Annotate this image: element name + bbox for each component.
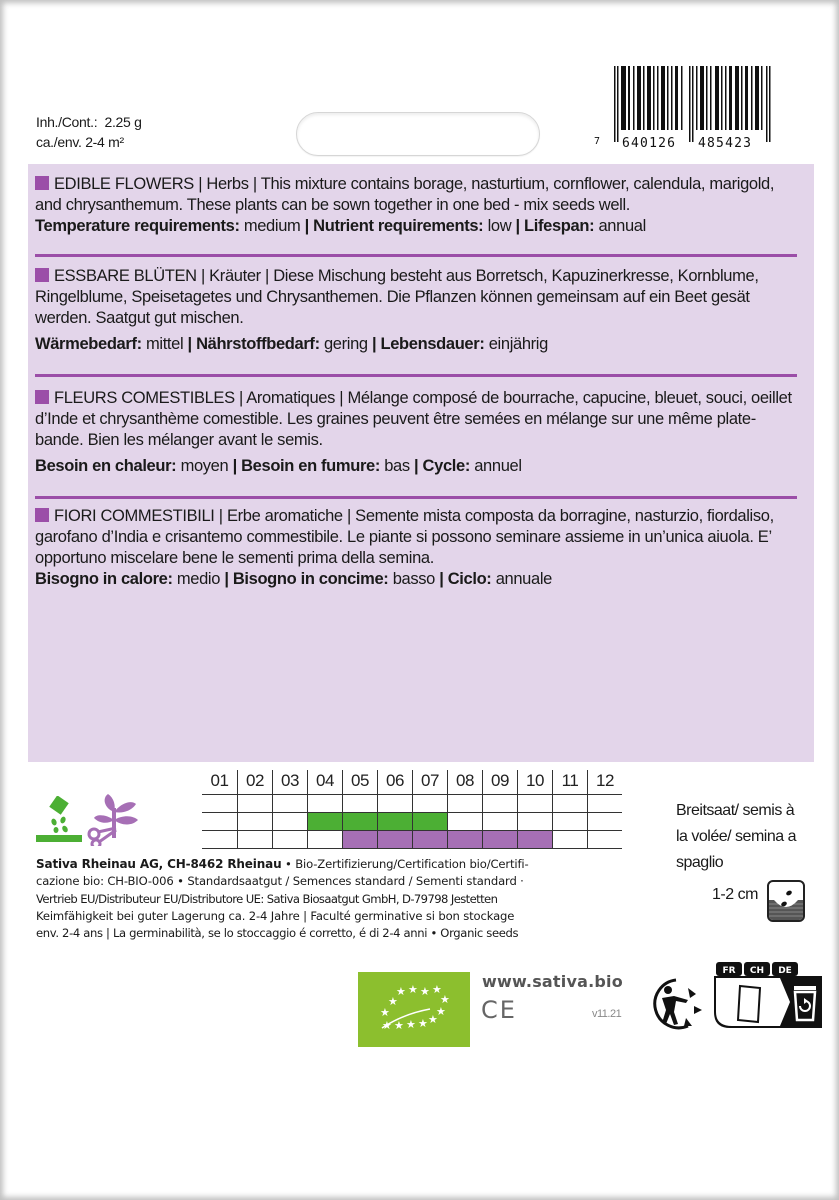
calendar-grid (202, 794, 622, 858)
triman-icon (648, 976, 704, 1032)
section-italian: FIORI COMMESTIBILI | Erbe aromatiche | Semente mista composta da borragine, nasturzio, fiordaliso, garofano d’India e crisantemo commestibile. Le piante si possono seminare assieme in un’unica aiuola. E’ opportuno miscelare bene le sementi prima della semina. Bisogno in calore: medio | Bisogno in concime: basso | Ciclo: annuale (35, 506, 797, 590)
calendar-row-harvest (202, 831, 622, 849)
section-german: ESSBARE BLÜTEN | Kräuter | Diese Mischung besteht aus Borretsch, Kapuzinerkresse, Kornblume, Ringelblume, Speisetagetes und Chrysanthemen. Die Pflanzen können gemeinsam auf ein Beet gesät werden. Saatgut gut mischen. Wärmebedarf: mittel | Nährstoffbedarf: gering | Lebensdauer: einjährig (35, 266, 797, 355)
barcode: 7 640126 485423 (608, 66, 778, 152)
svg-text:★: ★ (394, 1019, 404, 1032)
svg-text:★: ★ (436, 1005, 446, 1018)
svg-text:FR: FR (722, 966, 736, 976)
legal-info: Sativa Rheinau AG, CH-8462 Rheinau • Bio-Zertifizierung/Certification bio/Certifi- cazione bio: CH-BIO-006 • Standardsaatgut / Semences standard / Sementi standard · Vertrieb EU/Distributeur EU/Distributore UE: Sativa Biosaatgut GmbH, D-79798 Jestetten Keimfähigkeit bei guter Lagerung ca. 2-4 Jahre | Faculté germinative si bon stockage env. 2-4 ans | La germinabilità, se lo stoccaggio é corretto, é di 2-4 anni • Organic seeds (36, 857, 529, 941)
contents-area: ca./env. 2-4 m² (36, 134, 124, 150)
sowing-harvest-calendar (202, 770, 622, 858)
svg-text:CH: CH (749, 966, 765, 976)
svg-text:★: ★ (420, 985, 430, 998)
section-title: ESSBARE BLÜTEN (54, 267, 197, 285)
section-marker-icon (35, 390, 49, 404)
calendar-months: 01 02 03 04 05 06 07 08 09 10 11 12 (202, 770, 622, 794)
svg-text:★: ★ (440, 993, 450, 1006)
ce-mark-icon: CE (481, 996, 517, 1024)
svg-text:★: ★ (388, 995, 398, 1008)
section-title: FIORI COMMESTIBILI (54, 507, 215, 525)
website-link[interactable]: www.sativa.bio (482, 972, 623, 991)
svg-text:★: ★ (418, 1017, 428, 1030)
svg-text:★: ★ (406, 1018, 416, 1031)
section-specs: Bisogno in calore: medio | Bisogno in concime: basso | Ciclo: annuale (35, 570, 552, 588)
section-divider (35, 374, 797, 377)
section-title: EDIBLE FLOWERS (54, 175, 194, 193)
section-divider (35, 496, 797, 499)
section-specs: Besoin en chaleur: moyen | Besoin en fumure: bas | Cycle: annuel (35, 457, 522, 475)
svg-text:★: ★ (408, 983, 418, 996)
sowing-depth-icon (767, 880, 805, 922)
calendar-row-empty (202, 795, 622, 813)
sowing-depth: 1-2 cm (712, 886, 758, 903)
section-divider (35, 254, 797, 257)
hang-slot (296, 112, 540, 156)
sowing-icon (36, 796, 82, 842)
section-specs: Wärmebedarf: mittel | Nährstoffbedarf: gering | Lebensdauer: einjährig (35, 335, 548, 353)
section-marker-icon (35, 508, 49, 522)
svg-text:★: ★ (428, 1013, 438, 1026)
harvest-icon (86, 790, 142, 846)
svg-text:★: ★ (382, 1019, 392, 1032)
description-panel (28, 164, 814, 762)
svg-text:★: ★ (432, 983, 442, 996)
company-name: Sativa Rheinau AG, CH-8462 Rheinau (36, 857, 282, 871)
contents-weight: Inh./Cont.: 2.25 g (36, 114, 142, 130)
eu-organic-logo (358, 972, 470, 1047)
section-title: FLEURS COMESTIBLES (54, 389, 235, 407)
calendar-row-sowing (202, 813, 622, 831)
svg-text:★: ★ (380, 1006, 390, 1019)
svg-text:DE: DE (778, 966, 792, 976)
contents-info (36, 112, 142, 152)
section-english: EDIBLE FLOWERS | Herbs | This mixture contains borage, nasturtium, cornflower, calendula, marigold, and chrysanthemum. These plants can be sown together in one bed - mix seeds well. Temperature requirements: medium | Nutrient requirements: low | Lifespan: annual (35, 174, 797, 237)
svg-text:★: ★ (396, 985, 406, 998)
section-marker-icon (35, 268, 49, 282)
section-french: FLEURS COMESTIBLES | Aromatiques | Mélange composé de bourrache, capucine, bleuet, souci, oeillet d’Inde et chrysanthème comestible. Les graines peuvent être semées en mélange sur une même plate- bande. Bien les mélanger avant le semis. Besoin en chaleur: moyen | Besoin en fumure: bas | Cycle: annuel (35, 388, 797, 477)
section-marker-icon (35, 176, 49, 190)
barcode-bars-icon (612, 66, 774, 142)
recycling-paper-bin-icon (704, 962, 826, 1030)
version-label: v11.21 (592, 1008, 622, 1020)
sowing-method: Breitsaat/ semis à la volée/ semina a spaglio (676, 802, 796, 871)
section-specs: Temperature requirements: medium | Nutrient requirements: low | Lifespan: annual (35, 217, 646, 235)
